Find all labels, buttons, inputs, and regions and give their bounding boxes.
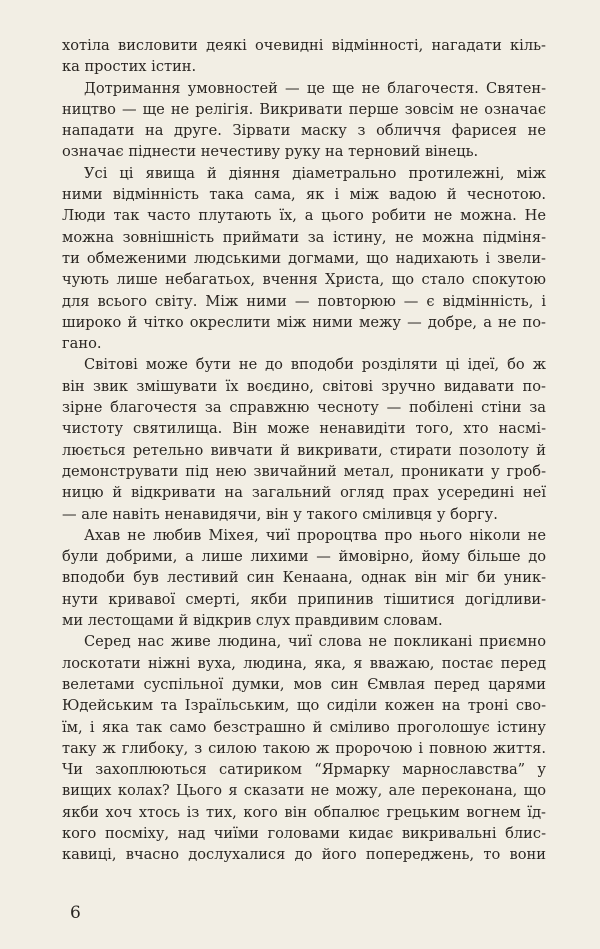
- text-line: Юдейським та Ізраїльським, що сиділи кожен на троні сво-: [62, 697, 546, 715]
- text-line: нути кривавої смерті, якби припинив тішитися догідливи-: [62, 590, 546, 608]
- text-line: ними відмінність така сама, як і між вадою й чеснотою.: [62, 186, 546, 204]
- text-line: широко й чітко окреслити між ними межу — добре, а не по-: [62, 313, 546, 331]
- page-number: 6: [70, 903, 81, 923]
- text-line: ництво — ще не релігія. Викривати перше зовсім не означає: [62, 100, 546, 118]
- text-line: — але навіть ненавидячи, він у такого сміливця у боргу.: [62, 505, 498, 523]
- text-line: можна зовнішність приймати за істину, не можна підміня-: [62, 228, 546, 246]
- text-line: чистоту святилища. Він може ненавидіти того, хто насмі-: [62, 420, 546, 438]
- text-line: Дотримання умовностей — це ще не благочестя. Святен-: [84, 79, 546, 97]
- text-line: ти обмеженими людськими догмами, що надихають і звели-: [62, 249, 546, 267]
- text-line: були добрими, а лише лихими — ймовірно, йому більше до: [62, 548, 546, 566]
- text-line: чують лише небагатьох, вчення Христа, що стало спокутою: [62, 271, 546, 289]
- text-line: він звик змішувати їх воєдино, світові зручно видавати по-: [62, 377, 546, 395]
- text-line: зірне благочестя за справжню чесноту — побілені стіни за: [62, 399, 546, 417]
- text-line: їм, і яка так само безстрашно й сміливо проголошує істину: [62, 718, 546, 736]
- text-line: люється ретельно вивчати й викривати, стирати позолоту й: [62, 441, 546, 459]
- page-body-text: [62, 35, 546, 866]
- text-line: Ахав не любив Міхея, чиї пророцтва про нього ніколи не: [84, 526, 546, 544]
- text-line: Чи захоплюються сатириком “Ярмарку марнославства” у: [62, 761, 546, 779]
- text-line: гано.: [62, 335, 102, 353]
- text-line: Світові може бути не до вподоби розділяти ці ідеї, бо ж: [84, 356, 546, 374]
- text-line: вищих колах? Цього я сказати не можу, але переконана, що: [62, 782, 546, 800]
- text-line: таку ж глибоку, з силою такою ж пророчою і повною життя.: [62, 739, 546, 757]
- text-line: велетами суспільної думки, мов син Ємвлая перед царями: [62, 675, 546, 693]
- text-line: ми лестощами й відкрив слух правдивим словам.: [62, 612, 443, 630]
- text-line: демонструвати під нею звичайний метал, проникати у гроб-: [62, 462, 546, 480]
- text-line: нападати на друге. Зірвати маску з обличчя фарисея не: [62, 122, 546, 140]
- text-line: ницю й відкривати на загальний огляд прах усередині неї: [62, 484, 546, 502]
- text-line: Серед нас живе людина, чиї слова не покликані приємно: [84, 633, 546, 651]
- text-line: ка простих істин.: [62, 58, 197, 76]
- text-line: якби хоч хтось із тих, кого він обпалює грецьким вогнем їд-: [62, 803, 546, 821]
- text-line: для всього світу. Між ними — повторюю — є відмінність, і: [62, 292, 546, 310]
- text-line: лоскотати ніжні вуха, людина, яка, я вважаю, постає перед: [62, 654, 546, 672]
- text-line: кого посміху, над чиїми головами кидає викривальні блис-: [62, 824, 546, 842]
- text-line: Усі ці явища й діяння діаметрально протилежні, між: [84, 164, 546, 182]
- text-line: вподоби був лестивий син Кенаана, однак він міг би уник-: [62, 569, 546, 587]
- text-line: означає піднести нечестиву руку на терновий вінець.: [62, 143, 479, 161]
- text-line: хотіла висловити деякі очевидні відмінності, нагадати кіль-: [62, 37, 546, 54]
- text-line: Люди так часто плутають їх, а цього робити не можна. Не: [62, 207, 546, 225]
- text-line: кавиці, вчасно дослухалися до його попереджень, то вони: [62, 846, 546, 864]
